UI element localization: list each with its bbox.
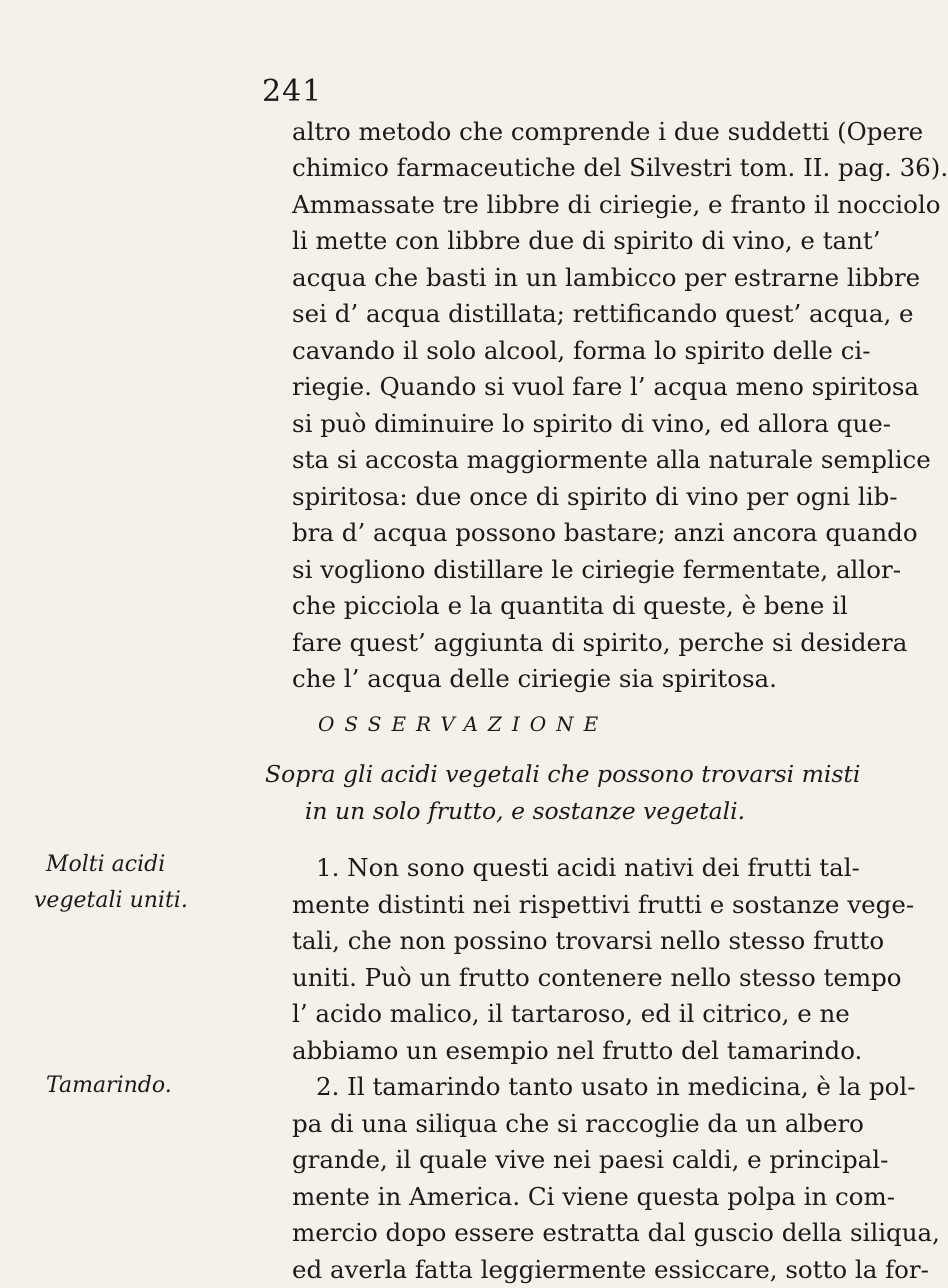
text-line: cavando il solo alcool, forma lo spirito delle ci- xyxy=(292,336,871,365)
subtitle-line: in un solo frutto, e sostanze vegetali. xyxy=(304,797,746,825)
text-line: li mette con libbre due di spirito di vino, e tant’ xyxy=(292,226,881,255)
text-line: Ammassate tre libbre di ciriegie, e franto il nocciolo xyxy=(292,190,941,219)
margin-note: Molti acidi xyxy=(46,852,166,877)
text-line: riegie. Quando si vuol fare l’ acqua meno spiritosa xyxy=(292,372,920,401)
text-line: mente distinti nei rispettivi frutti e sostanze vege- xyxy=(292,890,915,919)
text-line: ed averla fatta leggiermente essiccare, sotto la for- xyxy=(292,1255,929,1284)
text-line: bra d’ acqua possono bastare; anzi ancora quando xyxy=(292,518,918,547)
text-line: si vogliono distillare le ciriegie fermentate, allor- xyxy=(292,555,901,584)
text-line: sei d’ acqua distillata; rettificando quest’ acqua, e xyxy=(292,299,914,328)
text-line: mercio dopo essere estratta dal guscio della siliqua, xyxy=(292,1218,940,1247)
text-line: che l’ acqua delle ciriegie sia spiritosa. xyxy=(292,664,777,693)
text-line: spiritosa: due once di spirito di vino per ogni lib- xyxy=(292,482,898,511)
text-line: tali, che non possino trovarsi nello stesso frutto xyxy=(292,926,885,955)
page-number: 241 xyxy=(262,74,323,109)
text-line: fare quest’ aggiunta di spirito, perche si desidera xyxy=(292,628,908,657)
text-line: l’ acido malico, il tartaroso, ed il citrico, e ne xyxy=(292,999,850,1028)
text-line: che picciola e la quantita di queste, è bene il xyxy=(292,591,848,620)
text-line: grande, il quale vive nei paesi caldi, e principal- xyxy=(292,1145,889,1174)
subtitle-line: Sopra gli acidi vegetali che possono trovarsi misti xyxy=(265,760,861,788)
text-line: 2. Il tamarindo tanto usato in medicina, è la pol- xyxy=(316,1072,916,1101)
text-line: mente in America. Ci viene questa polpa in com- xyxy=(292,1182,896,1211)
text-line: si può diminuire lo spirito di vino, ed allora que- xyxy=(292,409,892,438)
section-heading: OSSERVAZIONE xyxy=(318,712,609,736)
margin-note: vegetali uniti. xyxy=(34,888,188,913)
margin-note: Tamarindo. xyxy=(46,1073,172,1098)
text-line: uniti. Può un frutto contenere nello stesso tempo xyxy=(292,963,902,992)
text-line: chimico farmaceutiche del Silvestri tom. II. pag. 36). xyxy=(292,153,948,182)
text-line: abbiamo un esempio nel frutto del tamarindo. xyxy=(292,1036,863,1065)
text-line: sta si accosta maggiormente alla naturale semplice xyxy=(292,445,931,474)
text-line: 1. Non sono questi acidi nativi dei frutti tal- xyxy=(316,853,860,882)
text-line: pa di una siliqua che si raccoglie da un albero xyxy=(292,1109,864,1138)
text-line: altro metodo che comprende i due suddetti (Opere xyxy=(292,117,924,146)
text-line: acqua che basti in un lambicco per estrarne libbre xyxy=(292,263,921,292)
